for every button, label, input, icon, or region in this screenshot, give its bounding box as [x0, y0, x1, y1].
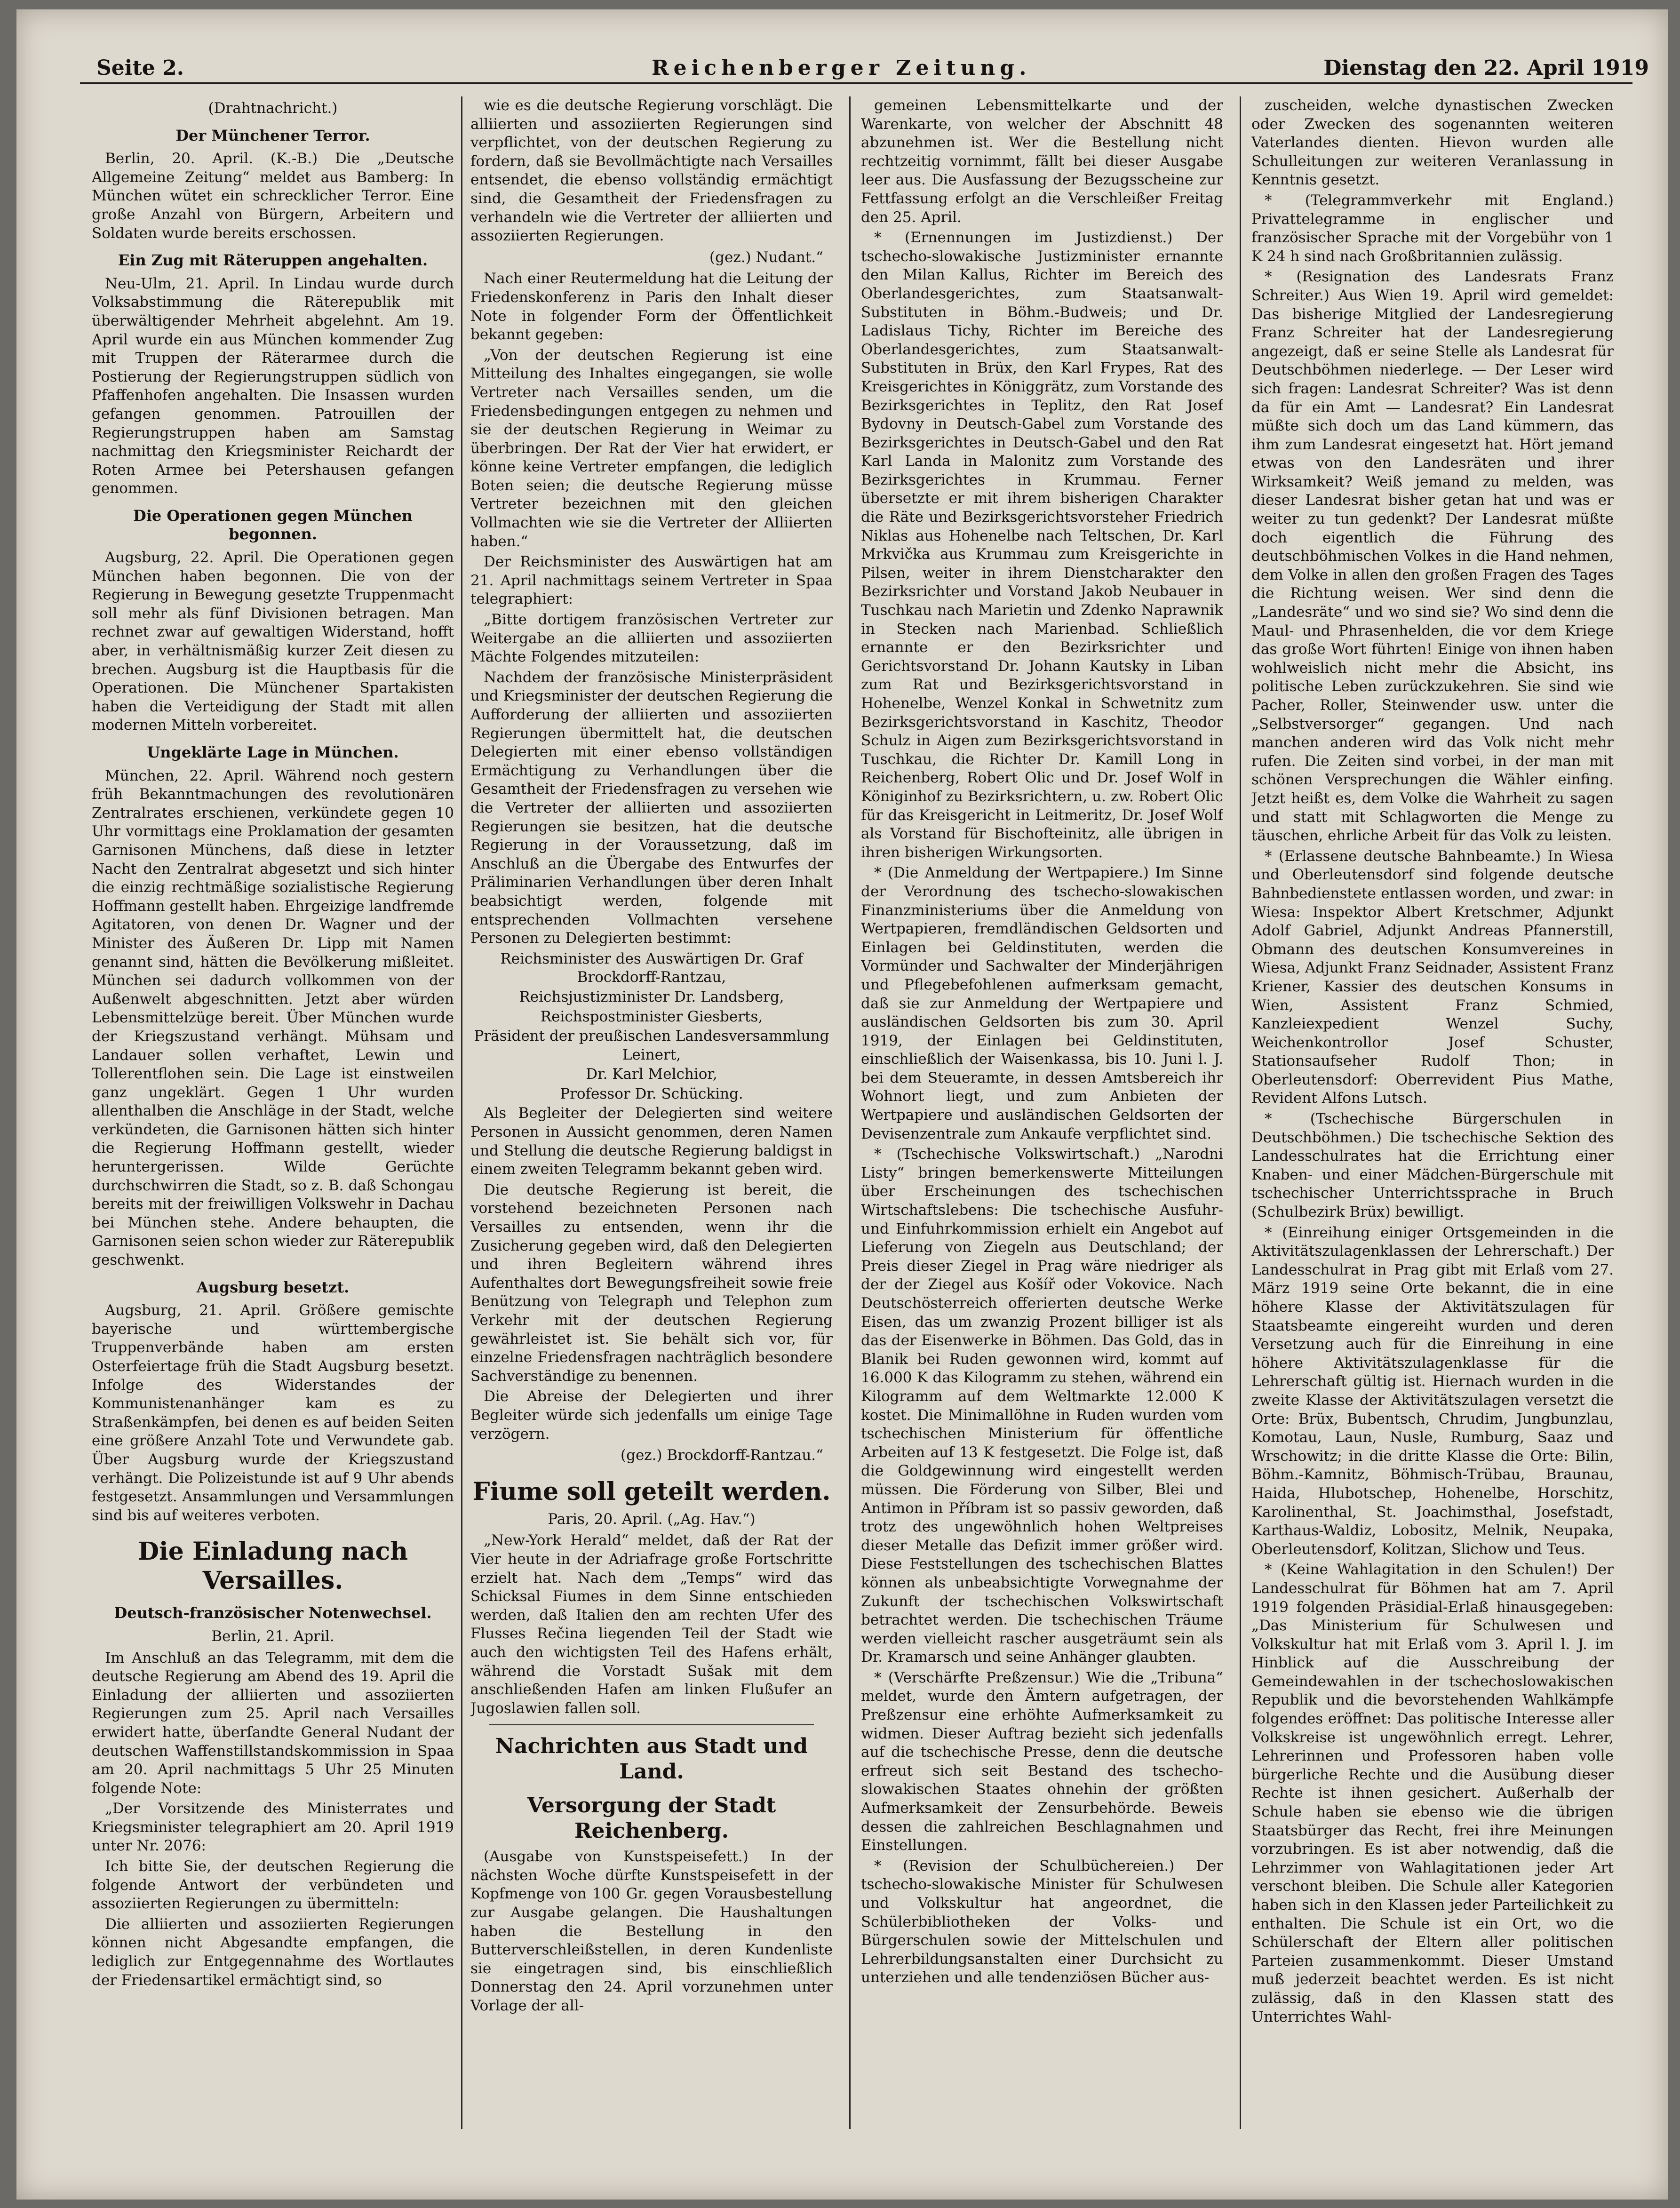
- article-paragraph: Nachdem der französische Ministerpräsident und Kriegsminister der deutschen Regierung die Aufforderung der alliierten und assoziierten Regierungen übermittelt hat, die deutschen Delegierten mit einer ebenso vollständigen Ermächtigung zu Verhandlungen über die Gesamtheit der Friedensfragen zu versehen wie die Vertreter der alliierten und assoziierten Regierungen sie besitzen, hat die deutsche Regierung in der Voraussetzung, daß im Anschluß an die Übergabe des Entwurfes der Präliminarien Verhandlungen über deren Inhalt beabsichtigt werden, folgende mit entsprechenden Vollmachten versehene Personen zu Delegierten bestimmt:: [470, 669, 833, 947]
- delegate-line: Reichsminister des Auswärtigen Dr. Graf Brockdorff-Rantzau,: [500, 950, 803, 986]
- dateline: Paris, 20. April. („Ag. Hav.“): [548, 1510, 756, 1528]
- article-paragraph: * (Revision der Schulbüchereien.) Der tschecho-slowakische Minister für Schulwesen und Volkskultur hat angeordnet, die Schülerbibliotheken der Volks- und Bürgerschulen sowie der Mittelschulen und Lehrerbildungsanstalten einer Durchsicht zu unterziehen und alle tendenziösen Bücher aus-: [861, 1857, 1223, 1986]
- page-number: Seite 2.: [96, 56, 184, 80]
- article-paragraph: „Von der deutschen Regierung ist eine Mitteilung des Inhaltes eingegangen, sie wolle Vertreter nach Versailles senden, um die Friedensbedingungen entgegen zu nehmen und sie der deutschen Regierung in Weimar zu überbringen. Der Rat der Vier hat erwidert, er könne keine Vertreter empfangen, die lediglich Boten seien; die deutsche Regierung müsse Vertreter bezeichnen mit den gleichen Vollmachten wie sie die Vertreter der Alliierten haben.“: [470, 346, 833, 550]
- article-paragraph: wie es die deutsche Regierung vorschlägt. Die alliierten und assoziierten Regierungen sind verpflichtet, von der deutschen Regierung zu fordern, daß sie Bevollmächtigte nach Versailles entsendet, die ebenso vollständig ermächtigt sind, die Gesamtheit der Friedensfragen zu verhandeln wie die Vertreter der alliierten und assoziierten Regierungen.: [470, 97, 833, 245]
- article-paragraph: „Bitte dortigem französischen Vertreter zur Weitergabe an die alliierten und assoziierten Mächte Folgendes mitzuteilen:: [470, 611, 833, 666]
- column-rule: [849, 96, 851, 2129]
- newspaper-title: Reichenberger Zeitung.: [652, 56, 1031, 80]
- delegate-line: Reichsjustizminister Dr. Landsberg,: [519, 988, 784, 1005]
- delegate-line: Präsident der preußischen Landesversammlung Leinert,: [474, 1028, 829, 1063]
- article-paragraph: Die Abreise der Delegierten und ihrer Begleiter würde sich jedenfalls um einige Tage verzögern.: [470, 1388, 833, 1443]
- signature: (gez.) Brockdorff-Rantzau.“: [621, 1447, 823, 1464]
- article-paragraph: gemeinen Lebensmittelkarte und der Warenkarte, von welcher der Abschnitt 48 abzunehmen ist. Wer die Bestellung nicht rechtzeitig vornimmt, fällt bei dieser Ausgabe leer aus. Die Ausfassung der Bezugsscheine zur Fettfassung erfolgt an die Verschleißer Freitag den 25. April.: [861, 97, 1223, 226]
- article-paragraph: „Der Vorsitzende des Ministerrates und Kriegsminister telegraphiert am 20. April 1919 unter Nr. 2076:: [92, 1800, 454, 1855]
- article-headline: Augsburg besetzt.: [196, 1278, 350, 1296]
- dateline: Berlin, 21. April.: [211, 1627, 334, 1645]
- section-headline: Nachrichten aus Stadt und Land.: [495, 1734, 808, 1784]
- column-2: [470, 96, 833, 2131]
- article-headline: Der Münchener Terror.: [175, 126, 370, 144]
- article-paragraph: * (Die Anmeldung der Wertpapiere.) Im Sinne der Verordnung des tschecho-slowakischen Finanzministeriums über die Anmeldung von Wertpapieren, fremdländischen Geldsorten und Einlagen bei Geldinstituten, werden die Vormünder und Sachwalter der Minderjährigen und Pflegebefohlenen aufmerksam gemacht, daß sie zur Anmeldung der Wertpapiere und ausländischen Geldsorten bis zum 30. April 1919, der Einlagen bei Geldinstituten, einschließlich der Waisenkassa, bis 10. Juni l. J. bei dem Steueramte, in dessen Amtsbereich ihr Wohnort liegt, und zum Anbieten der Wertpapiere und ausländischen Geldsorten der Devisenzentrale zum Ankaufe verpflichtet sind.: [861, 864, 1223, 1142]
- masthead: [96, 54, 1649, 92]
- article-paragraph: * (Erlassene deutsche Bahnbeamte.) In Wiesa und Oberleutensdorf sind folgende deutsche Bahnbedienstete entlassen worden, und zwar: in Wiesa: Inspektor Albert Kretschmer, Adjunkt Adolf Gabriel, Adjunkt Andreas Pfannerstill, Obmann des deutschen Konsumvereines in Wiesa, Adjunkt Franz Seidnader, Assistent Franz Kriener, Kassier des deutschen Konsums in Wien, Assistent Franz Schmied, Kanzleiexpedient Wenzel Suchy, Weichenkontrollor Josef Schuster, Stationsaufseher Rudolf Thon; in Oberleutensdorf: Oberrevident Pius Mathe, Revident Alfons Lutsch.: [1251, 847, 1614, 1107]
- issue-date: Dienstag den 22. April 1919: [1323, 56, 1649, 80]
- article-paragraph: * (Tschechische Bürgerschulen in Deutschböhmen.) Die tschechische Sektion des Landesschulrates hat die Errichtung einer Knaben- und einer Mädchen-Bürgerschule mit tschechischer Unterrichtssprache in Bruch (Schulbezirk Brüx) bewilligt.: [1251, 1110, 1614, 1221]
- section-headline: Versorgung der Stadt Reichenberg.: [527, 1794, 776, 1843]
- dateline: (Drahtnachricht.): [208, 100, 338, 117]
- article-headline: Die Operationen gegen München begonnen.: [133, 506, 413, 543]
- article-paragraph: * (Ernennungen im Justizdienst.) Der tschecho-slowakische Justizminister ernannte den Milan Kallus, Richter im Bereich des Oberlandesgerichtes, zum Staatsanwalt-Substituten in Böhm.-Budweis; und Dr. Ladislaus Tichy, Richter im Bereiche des Oberlandesgerichtes, zum Staatsanwalt-Substituten in Brüx, den Karl Frypes, Rat des Kreisgerichtes in Königgrätz, zum Vorstande des Bezirksgerichtes in Teplitz, den Rat Josef Bydovny in Deutsch-Gabel zum Vorstande des Bezirksgerichtes in Deutsch-Gabel und den Rat Karl Landa in Malonitz zum Vorstande des Bezirksgerichtes in Krummau. Ferner übersetzte er mit ihrem bisherigen Charakter die Räte und Bezirksgerichtsvorsteher Friedrich Niklas aus Hohenelbe nach Teltschen, Dr. Karl Mrkvička aus Krummau zum Kreisgerichte in Pilsen, weiter in ihrem Dienstcharakter den Bezirksrichter und Vorstand Jakob Neubauer in Tuschkau nach Marietin und Zdenko Naprawnik in Stecken nach Marienbad. Schließlich ernannte er den Bezirksrichter und Gerichtsvorstand Dr. Johann Kautsky in Liban zum Rat und Bezirksgerichtsvorstand in Hohenelbe, Wenzel Konkal in Schwetnitz zum Bezirksgerichtsvorstand in Kaschitz, Theodor Schulz in Aigen zum Bezirksgerichtsvorstand in Tuschkau, die Richter Dr. Kamill Long in Reichenberg, Robert Olic und Dr. Josef Wolf in Königinhof zu Bezirksrichtern, u. zw. Robert Olic für das Kreisgericht in Leitmeritz, Dr. Josef Wolf als Vorstand für Bischofteinitz, alle übrigen in ihren bisherigen Wirkungsorten.: [861, 229, 1223, 861]
- article-headline: Ein Zug mit Räteruppen angehalten.: [118, 251, 428, 270]
- article-paragraph: * (Telegrammverkehr mit England.) Privattelegramme in englischer und französischer Sprache mit der Vorgebühr von 1 K 24 h sind nach Großbritannien zulässig.: [1251, 191, 1614, 265]
- section-headline: Fiume soll geteilt werden.: [472, 1477, 831, 1506]
- article-paragraph: * (Einreihung einiger Ortsgemeinden in die Aktivitätszulagenklassen der Lehrerschaft.) Der Landesschulrat in Prag gibt mit Erlaß vom 27. März 1919 seine Orte bekannt, die in eine höhere Klasse der Aktivitätszulagen für Staatsbeamte eingereiht wurden und deren Versetzung auch für die Einreihung in eine höhere Aktivitätszulagenklasse für die Lehrerschaft gültig ist. Hiernach wurden in die zweite Klasse der Aktivitätszulagen versetzt die Orte: Brüx, Bubentsch, Chrudim, Jungbunzlau, Komotau, Laun, Nusle, Rumburg, Saaz und Wrschowitz; in die dritte Klasse die Orte: Bilin, Böhm.-Kamnitz, Böhmisch-Trübau, Braunau, Haida, Hlubotschep, Hohenelbe, Horschitz, Karolinenthal, St. Joachimsthal, Josefstadt, Karthaus-Waldiz, Lobositz, Melnik, Neupaka, Oberleutensdorf, Kolitzan, Slichow und Teus.: [1251, 1224, 1614, 1558]
- article-paragraph: Als Begleiter der Delegierten sind weitere Personen in Aussicht genommen, deren Namen und Stellung die deutsche Regierung baldigst in einem zweiten Telegramm bekannt geben wird.: [470, 1105, 833, 1178]
- article-paragraph: „New-York Herald“ meldet, daß der Rat der Vier heute in der Adriafrage große Fortschritte erzielt hat. Nach dem „Temps“ wird das Schicksal Fiumes in dem Sinne entschieden werden, daß Italien den am rechten Ufer des Flusses Rečina liegenden Teil der Stadt wie auch den wichtigsten Teil des Hafens erhält, während die Vorstadt Sušak mit dem anschließenden Hafen am linken Flußufer an Jugoslawien fallen soll.: [470, 1532, 833, 1717]
- article-paragraph: * (Resignation des Landesrats Franz Schreiter.) Aus Wien 19. April wird gemeldet: Das bisherige Mitglied der Landesregierung Franz Schreiter hat der Landesregierung angezeigt, daß er seine Stelle als Landesrat für Deutschböhmen niederlege. — Der Leser wird sich fragen: Landesrat Schreiter? Was ist denn da für ein Amt — Landesrat? Ein Landesrat müßte sich doch um das Land kümmern, das ihm zum Landesrat eingesetzt hat. Hört jemand etwas von den Landesräten und ihrer Wirksamkeit? Weiß jemand zu melden, was dieser Landesrat bisher getan hat und was er weiter zu tun gedenkt? Der Landesrat müßte doch eigentlich die Führung des deutschböhmischen Volkes in die Hand nehmen, dem Volke in allen den großen Fragen des Tages die Richtung weisen. Wer sind denn die „Landesräte“ und wo sind sie? Wo sind denn die Maul- und Phrasenhelden, die vor dem Kriege das große Wort führten! Einige von ihnen haben wohlweislich nicht mehr die Absicht, ins politische Leben zurückzukehren. Sie sind wie Pacher, Roller, Steinwender usw. unter die „Selbstversorger“ gegangen. Und nach manchen anderen wird das Volk nicht mehr rufen. Die Zeiten sind vorbei, in der man mit schönen Versprechungen die Wähler einfing. Jetzt heißt es, dem Volke die Wahrheit zu sagen und statt mit Schlagworten die Menge zu täuschen, ehrliche Arbeit für das Volk zu leisten.: [1251, 268, 1614, 845]
- section-headline: Die Einladung nach Versailles.: [137, 1537, 408, 1595]
- column-3: [861, 96, 1223, 2131]
- article-paragraph: (Ausgabe von Kunstspeisefett.) In der nächsten Woche dürfte Kunstspeisefett in der Kopfmenge von 100 Gr. gegen Vorausbestellung zur Ausgabe gelangen. Die Haushaltungen haben die Bestellung in den Butterverschleißstellen, in deren Kundenliste sie eingetragen sind, bis einschließlich Donnerstag den 24. April vorzunehmen unter Vorlage der all-: [470, 1848, 833, 2015]
- article-paragraph: Berlin, 20. April. (K.-B.) Die „Deutsche Allgemeine Zeitung“ meldet aus Bamberg: In München wütet ein schrecklicher Terror. Eine große Anzahl von Bürgern, Arbeitern und Soldaten wurde bereits erschossen.: [92, 150, 454, 242]
- article-headline: Deutsch-französischer Notenwechsel.: [114, 1604, 432, 1622]
- article-paragraph: Ich bitte Sie, der deutschen Regierung die folgende Antwort der verbündeten und assoziierten Regierungen zu übermitteln:: [92, 1858, 454, 1913]
- column-4: [1251, 96, 1614, 2131]
- delegate-line: Professor Dr. Schücking.: [560, 1085, 743, 1102]
- separator-rule: [489, 1724, 814, 1725]
- article-paragraph: zuscheiden, welche dynastischen Zwecken oder Zwecken des sogenannten weiteren Vaterlandes dienten. Hievon wurden alle Schulleitungen zur weiteren Veranlassung in Kenntnis gesetzt.: [1251, 97, 1614, 189]
- article-headline: Ungeklärte Lage in München.: [147, 743, 399, 761]
- delegate-line: Reichspostminister Giesberts,: [540, 1008, 763, 1025]
- article-paragraph: Die deutsche Regierung ist bereit, die vorstehend bezeichneten Personen nach Versailles zu entsenden, wenn ihr die Zusicherung gegeben wird, daß den Delegierten und ihren Begleitern während ihres Aufenthaltes dort Bewegungsfreiheit sowie freie Benützung von Telegraph und Telephon zum Verkehr mit der deutschen Regierung gewährleistet ist. Sie behält sich vor, für einzelne Friedensfragen nachträglich besondere Sachverständige zu benennen.: [470, 1181, 833, 1385]
- article-paragraph: Die alliierten und assoziierten Regierungen können nicht Abgesandte empfangen, die lediglich zur Entgegennahme des Wortlautes der Friedensartikel ermächtigt sind, so: [92, 1915, 454, 1989]
- article-paragraph: München, 22. April. Während noch gestern früh Bekanntmachungen des revolutionären Zentralrates erschienen, verkündete gegen 10 Uhr vormittags eine Proklamation der gesamten Garnisonen Münchens, daß diese in letzter Nacht den Zentralrat abgesetzt und sich hinter die einzig rechtmäßige sozialistische Regierung Hoffmann gestellt haben. Ehrgeizige landfremde Agitatoren, von denen Dr. Wagner und der Minister des Äußeren Dr. Lipp mit Namen genannt sind, hätten die Bevölkerung mißleitet. München sei dadurch vollkommen von der Außenwelt abgeschnitten. Jetzt aber würden Lebensmittelzüge bereit. Über München wurde der Kriegszustand verhängt. Mühsam und Landauer sollen verhaftet, Lewin und Tollerentflohen sein. Die Lage ist einstweilen ganz ungeklärt. Gegen 1 Uhr wurden allenthalben die Anschläge in der Stadt, welche verkündeten, die Garnisonen hätten sich hinter die Regierung Hoffmann gestellt, wieder heruntergerissen. Wilde Gerüchte durchschwirren die Stadt, so z. B. daß Schongau bereits mit der freiwilligen Volkswehr in Dachau bei München stehe. Andere behaupten, die Garnisonen seien schon wieder zur Räterepublik geschwenkt.: [92, 767, 454, 1269]
- article-paragraph: Im Anschluß an das Telegramm, mit dem die deutsche Regierung am Abend des 19. April die Einladung der alliierten und assoziierten Regierungen zum 25. April nach Versailles erwidert hatte, überſandte General Nudant der deutschen Waffenstillstandskommission in Spaa am 20. April nachmittags 5 Uhr 25 Minuten folgende Note:: [92, 1649, 454, 1797]
- article-paragraph: Nach einer Reutermeldung hat die Leitung der Friedenskonferenz in Paris den Inhalt dieser Note in folgender Form der Öffentlichkeit bekannt gegeben:: [470, 270, 833, 343]
- column-rule: [461, 96, 462, 2129]
- column-rule: [1240, 96, 1241, 2129]
- signature: (gez.) Nudant.“: [709, 248, 823, 266]
- masthead-rule: [80, 82, 1632, 84]
- article-paragraph: Neu-Ulm, 21. April. In Lindau wurde durch Volksabstimmung die Räterepublik mit überwältigender Mehrheit abgelehnt. Am 19. April wurde ein aus München kommender Zug mit Truppen der Räterarmee durch die Postierung der Regierungstruppen südlich von Pfaffenhofen angehalten. Die Insassen wurden gefangen genommen. Patrouillen der Regierungstruppen haben am Samstag nachmittag den Kriegsminister Reichardt der Roten Armee bei Petershausen gefangen genommen.: [92, 275, 454, 497]
- column-1: [92, 96, 454, 2131]
- article-paragraph: * (Keine Wahlagitation in den Schulen!) Der Landesschulrat für Böhmen hat am 7. April 1919 folgenden Präsidial-Erlaß hinausgegeben: „Das Ministerium für Schulwesen und Volkskultur hat mit Erlaß vom 3. April l. J. im Hinblick auf die Ausschreibung der Gemeindewahlen in der tschechoslowakischen Republik und die bevorstehenden Wahlkämpfe folgendes eröffnet: Das politische Interesse aller Volkskreise ist ungewöhnlich erregt. Lehrer, Lehrerinnen und Professoren haben volle bürgerliche Rechte und die Ausübung dieser Rechte ist ihnen gesichert. Außerhalb der Schule haben sie ebenso wie die übrigen Staatsbürger das Recht, frei ihre Meinungen vorzubringen. Es ist aber notwendig, daß die Lehrzimmer von Wahlagitationen jeder Art verschont bleiben. Die Schule aller Kategorien haben sich in den Klassen jeder Parteilichkeit zu enthalten. Die Schule ist ein Ort, wo die Schülerschaft der Eltern aller politischen Parteien zusammenkommt. Dieser Umstand muß jederzeit beachtet werden. Es ist nicht zulässig, daß in den Klassen statt des Unterrichtes Wahl-: [1251, 1561, 1614, 2025]
- article-paragraph: * (Verschärfte Preßzensur.) Wie die „Tribuna“ meldet, wurde den Ämtern aufgetragen, der Preßzensur eine erhöhte Aufmerksamkeit zu widmen. Dieser Auftrag bezieht sich jedenfalls auf die tschechische Presse, denn die deutsche erfreut sich seit Bestand des tschecho-slowakischen Staates ohnehin der größten Aufmerksamkeit der Zensurbehörde. Beweis dessen die zahlreichen Beschlagnahmen und Einstellungen.: [861, 1669, 1223, 1854]
- article-paragraph: Der Reichsminister des Auswärtigen hat am 21. April nachmittags seinem Vertreter in Spaa telegraphiert:: [470, 553, 833, 608]
- delegate-line: Dr. Karl Melchior,: [586, 1066, 717, 1083]
- article-paragraph: * (Tschechische Volkswirtschaft.) „Narodni Listy“ bringen bemerkenswerte Mitteilungen über Erscheinungen des tschechischen Wirtschaftslebens: Die tschechische Ausfuhr- und Einfuhrkommission erhielt ein Angebot auf Lieferung von Ziegeln aus Deutschland; der Preis dieser Ziegel in Prag wäre niedriger als der der Ziegel aus Košíř oder Vokovice. Nach Deutschösterreich offerierten deutsche Werke Eisen, das um zwanzig Prozent billiger ist als das der Eisenwerke in Böhmen. Das Gold, das in Blanik bei Ruden gewonnen wird, kommt auf 16.000 K das Kilogramm zu stehen, während ein Kilogramm auf dem Weltmarkte 12.000 K kostet. Die Minimallöhne in Ruden wurden vom tschechischen Ministerium für öffentliche Arbeiten auf 13 K festgesetzt. Die Folge ist, daß die Goldgewinnung wird eingestellt werden müssen. Die Förderung von Silber, Blei und Antimon in Příbram ist so passiv geworden, daß trotz des ungewöhnlich hohen Weltpreises dieser Metalle das Defizit immer größer wird. Diese Feststellungen des tschechischen Blattes können als unbeabsichtigte Vorwegnahme der Zukunft der tschechischen Volkswirtschaft betrachtet werden. Die tschechischen Träume werden vielleicht rascher ausgeträumt sein als Dr. Kramarsch und seine Anhänger glaubten.: [861, 1146, 1223, 1666]
- article-paragraph: Augsburg, 22. April. Die Operationen gegen München haben begonnen. Die von der Regierung in Bewegung gesetzte Truppenmacht soll mehr als fünf Divisionen betragen. Man rechnet zwar auf gewaltigen Widerstand, hofft aber, in verhältnismäßig kurzer Zeit diesen zu brechen. Augsburg ist die Hauptbasis für die Operationen. Die Münchener Spartakisten haben die Verteidigung der Stadt mit allen modernen Mitteln vorbereitet.: [92, 549, 454, 734]
- article-paragraph: Augsburg, 21. April. Größere gemischte bayerische und württembergische Truppenverbände haben am ersten Osterfeiertage früh die Stadt Augsburg besetzt. Infolge des Widerstandes der Kommunistenanhänger kam es zu Straßenkämpfen, bei denen es auf beiden Seiten eine größere Anzahl Tote und Verwundete gab. Über Augsburg wurde der Kriegszustand verhängt. Die Polizeistunde ist auf 9 Uhr abends festgesetzt. Ansammlungen und Versammlungen sind bis auf weiteres verboten.: [92, 1302, 454, 1524]
